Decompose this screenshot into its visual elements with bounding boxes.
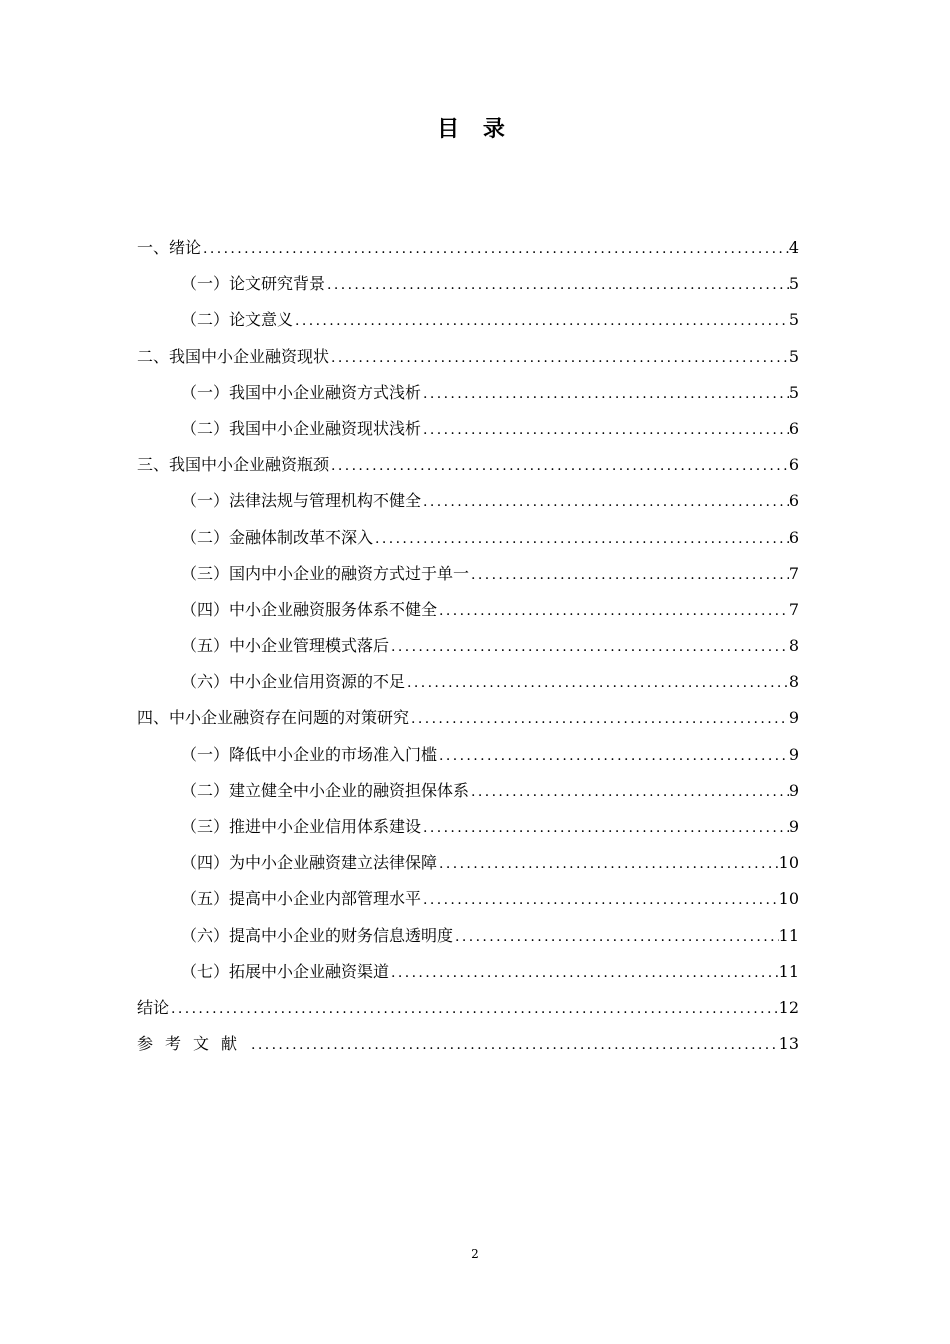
toc-entry-text: （四）中小企业融资服务体系不健全 (181, 599, 438, 619)
toc-leader-dots (469, 774, 789, 810)
toc-entry-text: （六）中小企业信用资源的不足 (181, 672, 406, 692)
toc-leader-dots (201, 231, 789, 267)
toc-entry-credit-system[interactable] (137, 809, 799, 845)
toc-entry-page: 11 (778, 961, 799, 981)
toc-leader-dots (453, 919, 779, 955)
toc-entry-text: （一）法律法规与管理机构不健全 (181, 491, 422, 511)
toc-entry-references[interactable] (137, 1026, 799, 1062)
toc-entry-financing-methods[interactable] (137, 375, 799, 411)
toc-leader-dots (329, 340, 789, 376)
toc-entry-text: 四、中小企业融资存在问题的对策研究 (137, 708, 410, 728)
toc-leader-dots (293, 303, 789, 339)
toc-entry-page: 6 (788, 418, 799, 438)
toc-entry-page: 7 (788, 599, 799, 619)
toc-entry-text: 参考文献 (137, 1034, 250, 1054)
toc-entry-text: （五）中小企业管理模式落后 (181, 636, 390, 656)
toc-entry-text: （三）推进中小企业信用体系建设 (181, 817, 422, 836)
toc-entry-financing-status[interactable] (137, 339, 799, 375)
toc-entry-internal-management[interactable] (137, 881, 799, 917)
toc-entry-text: （一）论文研究背景 (181, 274, 326, 294)
toc-entry-page: 5 (788, 346, 799, 366)
toc-entry-page: 9 (788, 744, 799, 764)
toc-entry-page: 9 (788, 780, 799, 800)
toc-entry-credit-resources[interactable] (137, 664, 799, 700)
toc-entry-guarantee-system[interactable] (137, 773, 799, 809)
toc-leader-dots (421, 484, 789, 520)
toc-entry-financial-reform[interactable] (137, 520, 799, 556)
toc-entry-countermeasures[interactable] (137, 700, 799, 736)
toc-entry-page: 10 (778, 889, 799, 909)
toc-entry-financing-bottleneck[interactable] (137, 447, 799, 483)
toc-entry-market-access[interactable] (137, 737, 799, 773)
toc-leader-dots (405, 665, 789, 701)
page-title: 目 录 (437, 117, 513, 142)
toc-leader-dots (437, 593, 789, 629)
toc-entry-text: （一）我国中小企业融资方式浅析 (181, 382, 422, 402)
toc-entry-page: 6 (788, 491, 799, 511)
toc-entry-page: 6 (788, 455, 799, 475)
toc-entry-page: 5 (788, 382, 799, 402)
toc-entry-text: 结论 (137, 997, 170, 1017)
toc-entry-page: 5 (788, 310, 799, 330)
page-number: 2 (471, 1247, 479, 1261)
toc-leader-dots (325, 267, 789, 303)
toc-entry-page: 5 (788, 274, 799, 294)
toc-entry-page: 9 (788, 708, 799, 728)
toc-entry-single-financing[interactable] (137, 556, 799, 592)
toc-entry-page: 11 (778, 925, 799, 945)
toc-entry-text: （六）提高中小企业的财务信息透明度 (181, 925, 454, 945)
toc-entry-legal-regulation[interactable] (137, 483, 799, 519)
toc-entry-text: （二）论文意义 (181, 310, 294, 330)
toc-leader-dots (373, 521, 789, 557)
table-of-contents (137, 230, 799, 1062)
toc-leader-dots (249, 1027, 779, 1063)
toc-leader-dots (389, 955, 779, 991)
toc-entry-text: 二、我国中小企业融资现状 (137, 346, 330, 366)
toc-entry-page: 4 (788, 238, 799, 257)
toc-entry-service-system[interactable] (137, 592, 799, 628)
toc-leader-dots (469, 557, 789, 593)
toc-leader-dots (421, 882, 779, 918)
toc-entry-text: 一、绪论 (137, 238, 202, 257)
toc-entry-text: （五）提高中小企业内部管理水平 (181, 889, 422, 909)
toc-leader-dots (169, 991, 779, 1027)
toc-leader-dots (329, 448, 789, 484)
toc-entry-page: 8 (788, 636, 799, 656)
toc-entry-legal-protection[interactable] (137, 845, 799, 881)
toc-entry-text: （三）国内中小企业的融资方式过于单一 (181, 563, 470, 583)
toc-entry-financial-transparency[interactable] (137, 918, 799, 954)
toc-entry-page: 12 (778, 997, 799, 1017)
toc-leader-dots (389, 629, 789, 665)
toc-entry-page: 8 (788, 672, 799, 692)
toc-entry-introduction[interactable] (137, 230, 799, 266)
toc-entry-text: 三、我国中小企业融资瓶颈 (137, 455, 330, 475)
toc-entry-significance[interactable] (137, 302, 799, 338)
toc-entry-page: 9 (788, 817, 799, 836)
toc-entry-page: 7 (788, 563, 799, 583)
toc-entry-text: （二）金融体制改革不深入 (181, 527, 374, 547)
toc-leader-dots (437, 846, 779, 882)
toc-entry-management-model[interactable] (137, 628, 799, 664)
toc-entry-status-analysis[interactable] (137, 411, 799, 447)
toc-entry-financing-channels[interactable] (137, 954, 799, 990)
toc-leader-dots (409, 701, 789, 737)
toc-entry-text: （一）降低中小企业的市场准入门槛 (181, 744, 438, 764)
toc-entry-text: （二）建立健全中小企业的融资担保体系 (181, 780, 470, 800)
toc-leader-dots (421, 810, 789, 846)
toc-entry-conclusion[interactable] (137, 990, 799, 1026)
toc-entry-page: 13 (778, 1034, 799, 1054)
toc-entry-page: 10 (778, 853, 799, 873)
toc-entry-text: （七）拓展中小企业融资渠道 (181, 961, 390, 981)
toc-entry-text: （四）为中小企业融资建立法律保障 (181, 853, 438, 873)
toc-leader-dots (421, 376, 789, 412)
toc-leader-dots (437, 738, 789, 774)
toc-leader-dots (421, 412, 789, 448)
toc-entry-research-background[interactable] (137, 266, 799, 302)
toc-entry-page: 6 (788, 527, 799, 547)
toc-entry-text: （二）我国中小企业融资现状浅析 (181, 418, 422, 438)
